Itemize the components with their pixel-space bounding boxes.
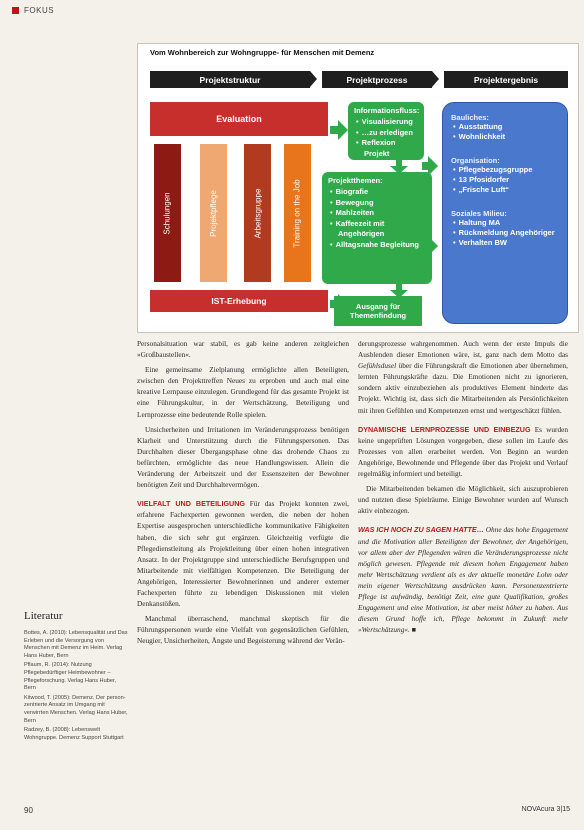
literature-entry: Kitwood, T. (2005): Demenz. Der person-zentrierte Ansatz im Umgang mit verwirrten Menschen. Verlag Hans Huber, Bern [24,694,128,724]
header-projektergebnis [444,71,568,88]
result-item: • Wohnlichkeit [461,132,559,142]
result-item: • Rückmeldung Angehöriger [461,228,559,238]
paragraph-dynamisch [358,424,568,479]
literature-entry: Radzey, B. (2008): Lebenswelt Wohngruppe. Demenz Support Stuttgart [24,727,124,741]
result-item: • Pflegebezugsgruppe [461,165,559,175]
info-flow-list [354,117,418,159]
column-label: Training on the Job [293,178,303,248]
rubric-label: FOKUS [24,6,55,15]
paragraph-text: Ohne das hohe Engagement und die Motivation aller Beteiligten der Bewohner, der Angehörigen, vor allem aber der Pflegenden wären die Veränderungsprozesse nicht möglich gewesen. Pflegende mit diesem hohen Engagement haben mehr Wertschätzung verdient als es der aktuelle monetäre Lohn oder mein eigener Wertschätzung ausdrücken kann. Personenzentrierte Pflege ist aufwändig, benötigt Zeit, eine gute Qualifikation, großes Engagement und eine Motivation, ist aber meist höher zu haben. Aus diesem Grund hoffe ich, Pflege bekommt in Zukunft mehr »Wertschätzung«. ■ [358,525,568,635]
paragraph-text: Für das Projekt konnten zwei, erfahrene Fachexperten gewonnen werden, die neben der hohen Expertise ausgesprochen unterschiedliche kommunikative Fähigkeiten haben, die sich sehr gut ergänzen. Gleichzeitig verfügte die Pflegedienstleitung als Projektleitung über einen hohen integrativen Ansatz. In der Projektgruppe sind unterschiedliche Berufsgruppen und Mitarbeitende mit vielfältigen Kompetenzen. Die Beteiligung der Angehörigen, Interessierter Bewohnerinnen und anderer externer Fachexperten führte zu lebendigen Diskussionen mit vielen Denkanstößen. [137,499,349,609]
result-list [451,218,559,248]
theme-item: • Alltagsnahe Begleitung [338,240,426,251]
info-flow-title: Informationsfluss: [354,106,420,115]
result-group-title: Organisation: [451,156,500,165]
result-box [442,102,568,324]
section-rubric [12,6,54,15]
diagram-title: Vom Wohnbereich zur Wohngruppe- für Menschen mit Demenz [150,48,375,57]
literature-entry: Bottes, A. (2010): Lebensqualität und Das Erleben und die Versorgung von Menschen mit Demenz im Heim. Verlag Hans Huber, Bern [24,630,128,659]
emphasis: Gefühlsdusel [358,361,397,371]
themes-list [328,187,426,250]
evaluation-box: Evaluation [150,102,328,136]
result-group-title: Soziales Milieu: [451,209,507,218]
result-group-bauliches [451,113,559,142]
page-number: 90 [24,806,33,815]
paragraph: Eine gemeinsame Zielplanung ermöglichte allen Beteiligten, zwischen den Projekttreffen Neues zu erproben und auch mal eine kreative Lernpause einzulegen. Grundlegend für das gesamte Projekt ist eine Führungskultur, in der Wertschätzung, Beteiligung und Lernprozesse eine bedeutende Rolle spielen. [137,365,349,419]
article-column-middle [137,338,349,650]
literature-title: Literatur [24,610,63,622]
ist-erhebung-box: IST-Erhebung [150,290,328,312]
literature-list [24,630,128,744]
result-list [451,122,559,142]
paragraph [358,338,568,416]
theme-item: • Biografie [338,187,426,198]
rubric-marker [12,7,19,14]
column-schulungen [154,144,181,282]
info-item: • Reflexion Projekt [364,138,418,159]
paragraph: Die Mitarbeitenden bekamen die Möglichkeit, sich auszuprobieren und nutzten diese Spielräume. Einige Bewohner wurden auf Wunsch aktiv einbezogen. [358,484,568,516]
literature-entry: Pflaum, R. (2014): Nutzung Pflegebedürftiger Heimbewohner – Pflegeforschung. Verlag Hans Huber, Bern [24,662,117,692]
column-label: Arbeitsgruppe [253,188,262,238]
section-heading: DYNAMISCHE LERNPROZESSE UND EINBEZUG [358,424,531,434]
theme-item: • Kaffeezeit mit Angehörigen [338,219,426,240]
column-projektpflege [200,144,227,282]
magazine-issue: NOVAcura 3|15 [521,806,570,813]
paragraph-vielfalt [137,498,349,609]
paragraph-text: über die Führungskraft die Emotionen aber übernehmen, lernten Führungskräfte dazu. Die Emotionen nicht zu ignorieren, sondern aktiv einzubeziehen als produktives Element hinderte das Projekt. Wichtig ist, dass sich die Mitarbeitenden als Persönlichkeiten mit ihren Gefühlen und Kompetenzen ernst und wertgeschätzt fühlen. [358,361,568,415]
article-column-right [358,338,568,639]
result-item: • Ausstattung [461,122,559,132]
column-label: Schulungen [163,191,173,235]
paragraph: Personalsituation war stabil, es gab keine anderen zeitgleichen »Großbaustellen«. [137,339,349,360]
result-item: • Haltung MA [461,218,559,228]
header-projektstruktur [150,71,310,88]
ausgang-box: Ausgang für Themenfindung [334,296,422,326]
column-label: Projektpflege [209,189,219,237]
themes-title: Projektthemen: [328,176,383,185]
result-item: • 13 Pfosidorfer [461,175,559,185]
paragraph-text: Es wurden keine ungeprüften Lösungen vorgegeben, diese sollen im Laufe des Prozesses von allen erarbeitet werden. Von Beginn an wurden Angehörige, Bewohnende und Pflegende über das Projekt und Verlauf regelmäßig informiert und beteiligt. [358,424,568,479]
paragraph-closing [358,524,568,635]
paragraph: Unsicherheiten und Irritationen im Veränderungsprozess benötigen Klarheit und Unterstützung durch die Führungspersonen. Das Durchhalten dieser Übergangsphase ohne das drohende Chaos zu befürchten, ermöglichte das neue Handlungswissen. Allein die Veränderung der Arbeitszeit und der Essenszeiten der Bewohner benötigten Zeit und Durchhaltevermögen. [137,424,349,490]
info-item: • Visualisierung [364,117,418,128]
result-group-organisation [451,156,559,195]
info-item: • …zu erledigen [364,128,418,139]
header-label: Projektergebnis [473,74,539,85]
info-flow-box [348,102,424,160]
header-label: Projektprozess [346,74,408,85]
arrow-eval-info [330,120,348,140]
result-list [451,165,559,195]
project-diagram [137,43,579,333]
theme-item: • Bewegung [338,198,426,209]
paragraph: Manchmal überraschend, manchmal skeptisch für die Führungspersonen wurde eine Vielfalt von gegensätzlichen Gefühlen, Neugier, Unsicherheiten, Ängste und Begeisterung während der Verän- [137,614,349,646]
header-arrow [310,71,317,87]
section-heading: WAS ICH NOCH ZU SAGEN HATTE… [358,525,484,535]
section-heading: VIELFALT UND BETEILIGUNG [137,499,246,509]
project-themes-box [322,172,432,284]
result-item: • „Frische Luft“ [461,185,559,195]
result-group-title: Bauliches: [451,113,489,122]
header-projektprozess [322,71,432,88]
result-item: • Verhalten BW [461,238,559,248]
theme-item: • Mahlzeiten [338,208,426,219]
result-group-soziales [451,209,559,248]
column-training [284,144,311,282]
paragraph-text: derungsprozesse wahrgenommen. Auch wenn der erste Impuls die Ausblenden dieser Emotionen wäre, ist, ganz nach dem Motto das [358,339,568,360]
column-arbeitsgruppe [244,144,271,282]
header-arrow [432,71,439,87]
header-label: Projektstruktur [199,74,261,85]
